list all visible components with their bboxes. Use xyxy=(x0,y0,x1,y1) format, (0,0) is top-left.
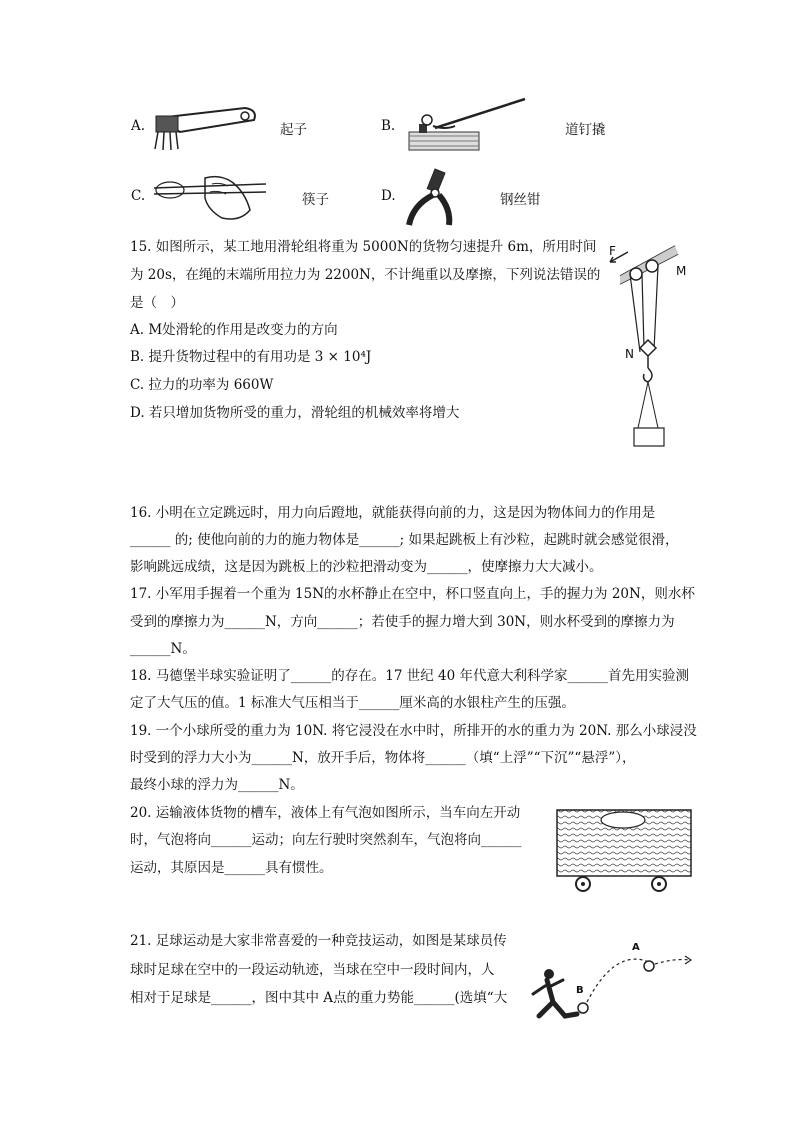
option-label: 道钉撬 xyxy=(565,122,606,138)
q21-line-2: 球时足球在空中的一段运动轨迹，当球在空中一段时间内，人 xyxy=(130,962,495,978)
tanker-car-diagram xyxy=(555,808,695,898)
q15-option-b: B. 提升货物过程中的有用功是 3 × 10⁴J xyxy=(130,349,372,365)
q20-line-2: 时，气泡将向______运动；向左行驶时突然刹车，气泡将向______ xyxy=(130,832,522,848)
q20-line-1: 20. 运输液体货物的槽车，液体上有气泡如图所示，当车向左开动 xyxy=(130,805,521,821)
bottle-opener-icon xyxy=(150,104,260,152)
q16-line-2: ______ 的; 使他向前的力的施力物体是______; 如果起跳板上有沙粒，起跳时就会感觉很滑， xyxy=(130,532,679,548)
q15-stem-line-3: 是（ ） xyxy=(130,295,184,311)
q15-stem-line-2: 为 20s，在绳的末端所用拉力为 2200N，不计绳重以及摩擦，下列说法错误的 xyxy=(130,267,601,283)
force-label-f: F xyxy=(609,244,616,258)
q21-line-1: 21. 足球运动是大家非常喜爱的一种竞技运动，如图是某球员传 xyxy=(130,933,507,949)
point-label-a: A xyxy=(632,942,640,953)
q15-stem-line-1: 15. 如图所示，某工地用滑轮组将重为 5000N的货物匀速提升 6m，所用时间 xyxy=(130,239,597,255)
option-letter: C. xyxy=(131,188,146,204)
option-label: 起子 xyxy=(280,122,307,138)
q15-option-c: C. 拉力的功率为 660W xyxy=(130,377,274,393)
pliers-icon xyxy=(405,165,465,230)
football-trajectory-diagram xyxy=(525,938,705,1048)
q19-line-2: 时受到的浮力大小为______N，放开手后，物体将______（填“上浮”“下沉”“悬浮”）， xyxy=(130,750,636,766)
q20-line-3: 运动，其原因是______具有惯性。 xyxy=(130,860,333,876)
crowbar-icon xyxy=(405,96,530,156)
q17-line-3: ______N。 xyxy=(130,641,196,657)
option-letter: B. xyxy=(381,118,396,134)
q19-line-1: 19. 一个小球所受的重力为 10N. 将它浸没在水中时，所排开的水的重力为 20N. 那么小球浸没 xyxy=(130,723,697,739)
q16-line-1: 16. 小明在立定跳远时，用力向后蹬地，就能获得向前的力，这是因为物体间力的作用是 xyxy=(130,505,656,521)
option-label: 筷子 xyxy=(302,192,329,208)
point-label-b: B xyxy=(576,985,584,996)
q19-line-3: 最终小球的浮力为______N。 xyxy=(130,777,304,793)
q18-line-1: 18. 马德堡半球实验证明了______的存在。17 世纪 40 年代意大利科学家______首先用实验测 xyxy=(130,668,689,684)
q21-line-3: 相对于足球是______，图中其中 A点的重力势能______(选填“大 xyxy=(130,990,508,1006)
q15-option-a: A. M处滑轮的作用是改变力的方向 xyxy=(130,322,338,338)
option-label: 钢丝钳 xyxy=(500,192,541,208)
q18-line-2: 定了大气压的值。1 标准大气压相当于______厘米高的水银柱产生的压强。 xyxy=(130,695,575,711)
q15-option-d: D. 若只增加货物所受的重力，滑轮组的机械效率将增大 xyxy=(130,405,460,421)
chopsticks-icon xyxy=(150,170,270,225)
option-letter: D. xyxy=(381,188,396,204)
option-letter: A. xyxy=(131,118,146,134)
pulley-label-m: M xyxy=(676,264,687,278)
q17-line-1: 17. 小军用手握着一个重为 15N的水杯静止在空中，杯口竖直向上，手的握力为 20N，则水杯 xyxy=(130,586,695,602)
q17-line-2: 受到的摩擦力为______N，方向______；若使手的握力增大到 30N，则水杯受到的摩擦力为 xyxy=(130,614,675,630)
q16-line-3: 影响跳远成绩，这是因为跳板上的沙粒把滑动变为______，使摩擦力大大减小。 xyxy=(130,559,603,575)
pulley-label-n: N xyxy=(625,347,634,361)
pulley-system-diagram xyxy=(600,240,710,455)
